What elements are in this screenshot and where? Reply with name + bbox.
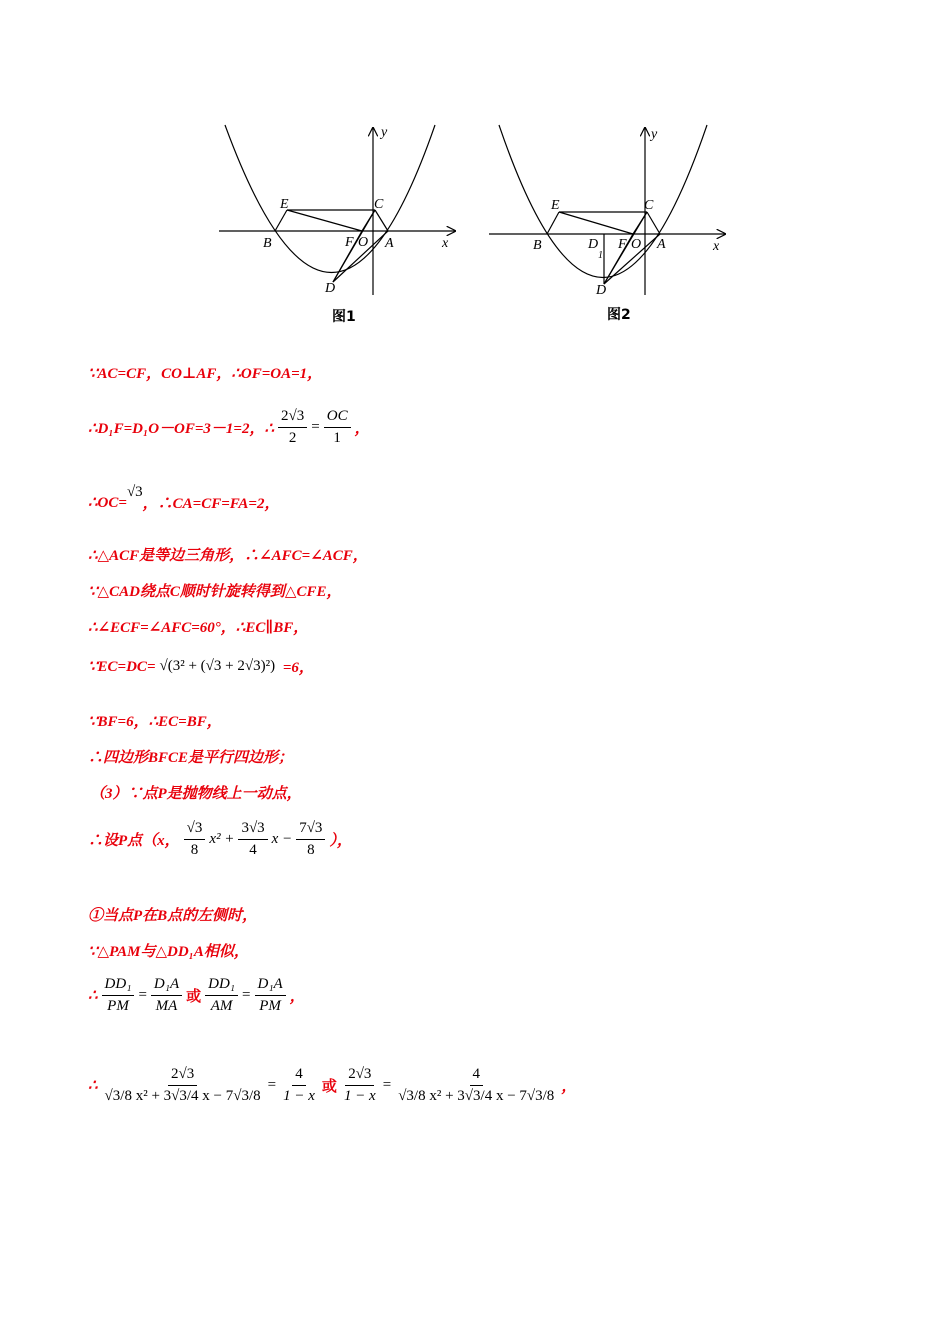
label-D1: D — [588, 237, 599, 252]
line-13: ∵△PAM与△DD₁A相似， — [88, 944, 249, 960]
label-y: y — [381, 125, 388, 140]
label-F: F — [618, 237, 627, 252]
line-2: ∴D₁F=D₁O－OF=3－1=2，∴ $\frac{2√3}{2}$ = $\frac{OC}{1}$ ， — [88, 408, 370, 446]
label-A: A — [385, 236, 394, 251]
label-y: y — [651, 127, 658, 142]
label-D1-sub: 1 — [598, 250, 603, 261]
figure-1 — [215, 120, 465, 300]
label-x: x — [442, 236, 449, 251]
line-15: ∴ $\frac{2√3}{\text{√3/8 x² + 3√3/4 x − 7√3/8}}$ = $\frac{4}{1 - x}$ 或 $\frac{2√3}{1 - x}$ = $\frac{4}{\text{√3/8 x² + 3√3/4 x − 7√3/8}}$ ， — [88, 1066, 577, 1104]
label-E: E — [280, 197, 289, 212]
line-4: ∴△ACF是等边三角形，∴∠AFC=∠ACF， — [88, 548, 368, 564]
line-11: ∴设P点（x， $\frac{√3}{8}$ x² + $\frac{3√3}{4}$ x − $\frac{7√3}{8}$ ）， — [88, 820, 352, 858]
figure-2 — [487, 120, 732, 300]
line-9: ∴四边形BFCE是平行四边形； — [88, 750, 294, 766]
figure-1-diagram — [215, 120, 465, 300]
line-3: ∴OC= √3 ，∴CA=CF=FA=2， — [88, 484, 280, 512]
figure-2-diagram — [487, 120, 732, 300]
figure-2-caption: 图2 — [607, 307, 631, 323]
line-5: ∵△CAD绕点C顺时针旋转得到△CFE， — [88, 584, 342, 600]
line-10: （3）∵点P是抛物线上一动点， — [90, 786, 302, 802]
label-O: O — [358, 235, 369, 250]
label-x: x — [713, 239, 720, 254]
label-B: B — [263, 236, 272, 251]
line-12: ①当点P在B点的左侧时， — [88, 908, 258, 924]
label-O: O — [631, 237, 642, 252]
line-14: ∴ $\frac{\text{DD₁}}{PM}$ = $\frac{\text{D₁A}}{MA}$ 或 $\frac{\text{DD₁}}{AM}$ = $\frac{\text{D₁A}}{PM}$ ， — [88, 976, 305, 1014]
label-C: C — [644, 198, 654, 213]
parabola — [499, 125, 707, 278]
label-B: B — [533, 238, 542, 253]
label-A: A — [657, 237, 666, 252]
label-C: C — [374, 197, 384, 212]
line-6: ∴∠ECF=∠AFC=60°，∴EC∥BF， — [88, 620, 309, 636]
label-D: D — [596, 283, 607, 298]
parabola — [225, 125, 435, 273]
line-7: ∵EC=DC= √(3² + (√3 + 2√3)²) =6， — [88, 658, 314, 676]
figure-1-caption: 图1 — [332, 309, 356, 325]
fraction: $\frac{OC}{1}$ — [324, 408, 351, 447]
line-1: ∵AC=CF，CO⊥AF，∴OF=OA=1， — [88, 366, 323, 382]
label-D: D — [325, 281, 336, 296]
label-E: E — [551, 198, 560, 213]
fraction: $\frac{2√3}{2}$ — [278, 408, 307, 447]
line-8: ∵BF=6，∴EC=BF， — [88, 714, 222, 730]
label-F: F — [345, 235, 354, 250]
